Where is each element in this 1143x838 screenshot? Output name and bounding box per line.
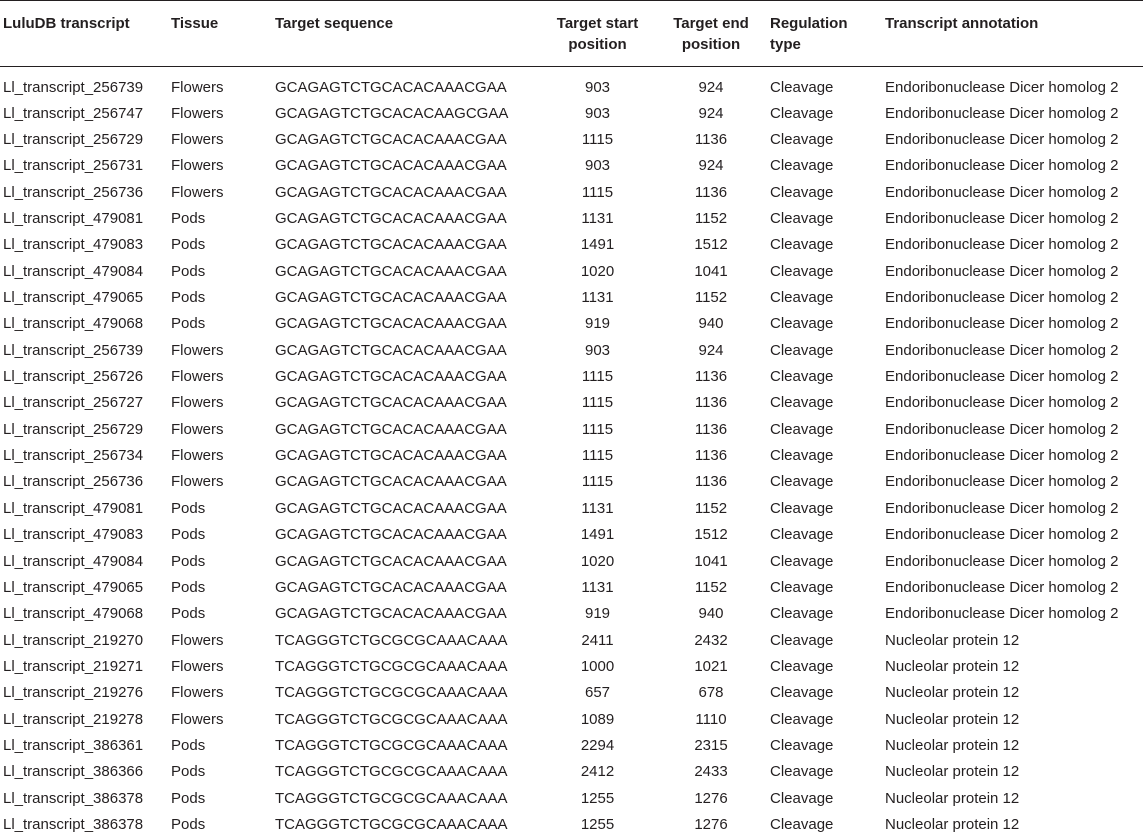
cell-transcript: Ll_transcript_386361 (3, 736, 144, 754)
cell-regulation-type: Cleavage (770, 552, 834, 570)
cell-tissue: Pods (171, 552, 206, 570)
cell-annotation: Nucleolar protein 12 (885, 736, 1020, 754)
cell-start-position: 1131 (581, 578, 614, 596)
cell-transcript: Ll_transcript_256729 (3, 131, 144, 149)
cell-transcript: Ll_transcript_386366 (3, 763, 144, 781)
cell-regulation-type: Cleavage (770, 210, 834, 228)
cell-sequence: GCAGAGTCTGCACACAAACGAA (275, 552, 507, 570)
table-row (0, 153, 1143, 179)
cell-transcript: Ll_transcript_219276 (3, 684, 144, 702)
cell-sequence: GCAGAGTCTGCACACAAACGAA (275, 183, 507, 201)
table-row (0, 733, 1143, 759)
cell-annotation: Nucleolar protein 12 (885, 710, 1020, 728)
cell-start-position: 1115 (581, 420, 614, 438)
cell-tissue: Flowers (171, 420, 224, 438)
cell-sequence: TCAGGGTCTGCGCGCAAACAAA (275, 710, 508, 728)
cell-start-position: 1115 (581, 131, 614, 149)
cell-end-position: 940 (698, 315, 724, 333)
cell-transcript: Ll_transcript_219278 (3, 710, 144, 728)
cell-regulation-type: Cleavage (770, 79, 834, 97)
cell-annotation: Endoribonuclease Dicer homolog 2 (885, 157, 1119, 175)
cell-start-position: 1020 (580, 552, 615, 570)
table-row (0, 601, 1143, 627)
cell-sequence: TCAGGGTCTGCGCGCAAACAAA (275, 736, 508, 754)
cell-regulation-type: Cleavage (770, 473, 834, 491)
table-row (0, 259, 1143, 285)
cell-transcript: Ll_transcript_479083 (3, 526, 144, 544)
cell-annotation: Endoribonuclease Dicer homolog 2 (885, 605, 1119, 623)
cell-end-position: 1276 (694, 789, 728, 807)
cell-regulation-type: Cleavage (770, 710, 834, 728)
cell-start-position: 1115 (581, 368, 614, 386)
cell-end-position: 1136 (694, 394, 728, 412)
cell-start-position: 1131 (581, 499, 614, 517)
cell-annotation: Endoribonuclease Dicer homolog 2 (885, 499, 1119, 517)
cell-end-position: 924 (698, 104, 724, 122)
cell-sequence: GCAGAGTCTGCACACAAACGAA (275, 236, 507, 254)
table-row (0, 759, 1143, 785)
cell-start-position: 2294 (580, 736, 615, 754)
cell-transcript: Ll_transcript_256739 (3, 79, 144, 97)
table-row (0, 496, 1143, 522)
cell-end-position: 1512 (694, 236, 728, 254)
cell-start-position: 1115 (581, 447, 614, 465)
cell-end-position: 1152 (694, 499, 728, 517)
cell-sequence: GCAGAGTCTGCACACAAACGAA (275, 420, 507, 438)
table-row (0, 127, 1143, 153)
cell-regulation-type: Cleavage (770, 341, 834, 359)
cell-end-position: 2433 (694, 763, 728, 781)
table-row (0, 390, 1143, 416)
cell-annotation: Endoribonuclease Dicer homolog 2 (885, 473, 1119, 491)
cell-tissue: Flowers (171, 368, 224, 386)
cell-tissue: Pods (171, 499, 206, 517)
cell-sequence: GCAGAGTCTGCACACAAACGAA (275, 210, 507, 228)
cell-regulation-type: Cleavage (770, 578, 834, 596)
cell-annotation: Endoribonuclease Dicer homolog 2 (885, 210, 1119, 228)
cell-start-position: 903 (584, 104, 611, 122)
cell-tissue: Pods (171, 605, 206, 623)
table-row (0, 417, 1143, 443)
cell-regulation-type: Cleavage (770, 815, 834, 833)
cell-transcript: Ll_transcript_479068 (3, 605, 144, 623)
cell-tissue: Flowers (171, 104, 224, 122)
cell-regulation-type: Cleavage (770, 157, 834, 175)
cell-transcript: Ll_transcript_479065 (3, 289, 144, 307)
cell-tissue: Flowers (171, 684, 224, 702)
table-row (0, 311, 1143, 337)
cell-start-position: 657 (584, 684, 611, 702)
cell-tissue: Pods (171, 236, 206, 254)
cell-annotation: Nucleolar protein 12 (885, 684, 1020, 702)
header-sequence: Target sequence (275, 15, 394, 32)
cell-end-position: 1136 (694, 420, 728, 438)
cell-start-position: 919 (584, 315, 611, 333)
cell-annotation: Nucleolar protein 12 (885, 657, 1020, 675)
table-row (0, 706, 1143, 732)
cell-tissue: Flowers (171, 657, 224, 675)
table-row (0, 575, 1143, 601)
cell-end-position: 2315 (694, 736, 728, 754)
cell-end-position: 1276 (694, 815, 728, 833)
cell-transcript: Ll_transcript_256729 (3, 420, 144, 438)
cell-tissue: Pods (171, 210, 206, 228)
table-row (0, 548, 1143, 574)
table-row (0, 180, 1143, 206)
cell-tissue: Flowers (171, 341, 224, 359)
cell-regulation-type: Cleavage (770, 736, 834, 754)
table-row (0, 101, 1143, 127)
cell-annotation: Endoribonuclease Dicer homolog 2 (885, 131, 1119, 149)
cell-start-position: 1491 (580, 236, 615, 254)
cell-annotation: Endoribonuclease Dicer homolog 2 (885, 341, 1119, 359)
cell-sequence: TCAGGGTCTGCGCGCAAACAAA (275, 657, 508, 675)
cell-regulation-type: Cleavage (770, 394, 834, 412)
cell-start-position: 1115 (581, 473, 614, 491)
cell-sequence: TCAGGGTCTGCGCGCAAACAAA (275, 631, 508, 649)
cell-start-position: 903 (584, 79, 611, 97)
table-row (0, 785, 1143, 811)
cell-end-position: 1110 (695, 710, 727, 728)
cell-tissue: Flowers (171, 157, 224, 175)
cell-annotation: Endoribonuclease Dicer homolog 2 (885, 578, 1119, 596)
cell-start-position: 1115 (581, 394, 614, 412)
cell-tissue: Flowers (171, 394, 224, 412)
cell-start-position: 903 (584, 157, 611, 175)
cell-transcript: Ll_transcript_256736 (3, 183, 144, 201)
cell-start-position: 1255 (580, 815, 615, 833)
cell-end-position: 924 (698, 341, 724, 359)
cell-tissue: Flowers (171, 447, 224, 465)
cell-sequence: GCAGAGTCTGCACACAAACGAA (275, 447, 507, 465)
cell-regulation-type: Cleavage (770, 315, 834, 333)
cell-end-position: 924 (698, 79, 724, 97)
cell-transcript: Ll_transcript_386378 (3, 789, 144, 807)
table-row (0, 364, 1143, 390)
cell-sequence: GCAGAGTCTGCACACAAACGAA (275, 499, 507, 517)
cell-start-position: 2412 (580, 763, 615, 781)
cell-end-position: 1136 (694, 131, 728, 149)
cell-tissue: Flowers (171, 131, 224, 149)
cell-sequence: GCAGAGTCTGCACACAAACGAA (275, 394, 507, 412)
cell-regulation-type: Cleavage (770, 236, 834, 254)
cell-regulation-type: Cleavage (770, 420, 834, 438)
cell-annotation: Endoribonuclease Dicer homolog 2 (885, 420, 1119, 438)
cell-tissue: Pods (171, 815, 206, 833)
cell-tissue: Flowers (171, 79, 224, 97)
cell-end-position: 1041 (694, 262, 728, 280)
cell-annotation: Endoribonuclease Dicer homolog 2 (885, 447, 1119, 465)
cell-end-position: 1152 (694, 289, 728, 307)
cell-end-position: 678 (698, 684, 724, 702)
cell-annotation: Endoribonuclease Dicer homolog 2 (885, 552, 1119, 570)
cell-tissue: Flowers (171, 710, 224, 728)
header-tissue: Tissue (171, 15, 219, 32)
cell-tissue: Pods (171, 289, 206, 307)
cell-annotation: Endoribonuclease Dicer homolog 2 (885, 79, 1119, 97)
cell-annotation: Endoribonuclease Dicer homolog 2 (885, 315, 1119, 333)
cell-annotation: Endoribonuclease Dicer homolog 2 (885, 394, 1119, 412)
cell-end-position: 924 (698, 157, 724, 175)
cell-transcript: Ll_transcript_256736 (3, 473, 144, 491)
table-row (0, 627, 1143, 653)
cell-sequence: TCAGGGTCTGCGCGCAAACAAA (275, 684, 508, 702)
cell-start-position: 1131 (581, 210, 614, 228)
table-header (0, 1, 1143, 67)
cell-start-position: 1000 (580, 657, 615, 675)
cell-tissue: Pods (171, 578, 206, 596)
table-row (0, 206, 1143, 232)
table-body (0, 67, 1143, 838)
cell-regulation-type: Cleavage (770, 447, 834, 465)
cell-annotation: Endoribonuclease Dicer homolog 2 (885, 526, 1119, 544)
cell-end-position: 1152 (694, 578, 728, 596)
cell-regulation-type: Cleavage (770, 631, 834, 649)
cell-tissue: Flowers (171, 183, 224, 201)
cell-transcript: Ll_transcript_479081 (3, 210, 144, 228)
cell-sequence: GCAGAGTCTGCACACAAACGAA (275, 262, 507, 280)
cell-end-position: 940 (698, 605, 724, 623)
table-row (0, 812, 1143, 838)
cell-annotation: Nucleolar protein 12 (885, 763, 1020, 781)
cell-transcript: Ll_transcript_256727 (3, 394, 144, 412)
cell-sequence: GCAGAGTCTGCACACAAACGAA (275, 131, 507, 149)
cell-end-position: 1136 (694, 473, 728, 491)
cell-end-position: 1136 (694, 447, 728, 465)
cell-regulation-type: Cleavage (770, 789, 834, 807)
cell-annotation: Endoribonuclease Dicer homolog 2 (885, 368, 1119, 386)
table-row (0, 469, 1143, 495)
cell-start-position: 1131 (581, 289, 614, 307)
cell-start-position: 919 (584, 605, 611, 623)
cell-tissue: Flowers (171, 631, 224, 649)
cell-start-position: 1115 (581, 183, 614, 201)
cell-start-position: 1255 (580, 789, 615, 807)
cell-start-position: 1089 (580, 710, 615, 728)
header-annotation: Transcript annotation (885, 15, 1039, 32)
table-row (0, 654, 1143, 680)
header-regulation-type: Regulation type (770, 15, 848, 53)
cell-start-position: 1491 (580, 526, 615, 544)
cell-transcript: Ll_transcript_479084 (3, 552, 144, 570)
cell-annotation: Endoribonuclease Dicer homolog 2 (885, 183, 1119, 201)
cell-end-position: 1136 (694, 183, 728, 201)
cell-annotation: Endoribonuclease Dicer homolog 2 (885, 236, 1119, 254)
cell-annotation: Endoribonuclease Dicer homolog 2 (885, 262, 1119, 280)
cell-regulation-type: Cleavage (770, 289, 834, 307)
cell-start-position: 1020 (580, 262, 615, 280)
cell-sequence: GCAGAGTCTGCACACAAACGAA (275, 526, 507, 544)
cell-annotation: Nucleolar protein 12 (885, 631, 1020, 649)
cell-regulation-type: Cleavage (770, 684, 834, 702)
cell-sequence: GCAGAGTCTGCACACAAACGAA (275, 289, 507, 307)
cell-annotation: Endoribonuclease Dicer homolog 2 (885, 104, 1119, 122)
cell-annotation: Nucleolar protein 12 (885, 815, 1020, 833)
cell-sequence: GCAGAGTCTGCACACAAACGAA (275, 473, 507, 491)
cell-sequence: GCAGAGTCTGCACACAAACGAA (275, 79, 507, 97)
header-end-position: Target end position (673, 15, 749, 53)
cell-sequence: GCAGAGTCTGCACACAAACGAA (275, 578, 507, 596)
cell-end-position: 2432 (694, 631, 728, 649)
cell-regulation-type: Cleavage (770, 104, 834, 122)
cell-tissue: Pods (171, 526, 206, 544)
cell-start-position: 903 (584, 341, 611, 359)
cell-annotation: Nucleolar protein 12 (885, 789, 1020, 807)
cell-tissue: Pods (171, 315, 206, 333)
table-row (0, 232, 1143, 258)
table-row (0, 285, 1143, 311)
cell-regulation-type: Cleavage (770, 526, 834, 544)
cell-tissue: Pods (171, 763, 206, 781)
cell-sequence: GCAGAGTCTGCACACAAACGAA (275, 315, 507, 333)
cell-transcript: Ll_transcript_479068 (3, 315, 144, 333)
cell-regulation-type: Cleavage (770, 262, 834, 280)
cell-end-position: 1041 (694, 552, 728, 570)
cell-transcript: Ll_transcript_479084 (3, 262, 144, 280)
cell-regulation-type: Cleavage (770, 605, 834, 623)
table-row (0, 522, 1143, 548)
cell-sequence: TCAGGGTCTGCGCGCAAACAAA (275, 789, 508, 807)
cell-regulation-type: Cleavage (770, 657, 834, 675)
cell-transcript: Ll_transcript_256726 (3, 368, 144, 386)
cell-transcript: Ll_transcript_479065 (3, 578, 144, 596)
cell-end-position: 1021 (694, 657, 728, 675)
header-transcript: LuluDB transcript (3, 15, 130, 32)
cell-transcript: Ll_transcript_219270 (3, 631, 144, 649)
cell-transcript: Ll_transcript_256747 (3, 104, 144, 122)
cell-sequence: GCAGAGTCTGCACACAAACGAA (275, 368, 507, 386)
table-row (0, 338, 1143, 364)
cell-sequence: GCAGAGTCTGCACACAAACGAA (275, 605, 507, 623)
cell-regulation-type: Cleavage (770, 763, 834, 781)
table-row (0, 67, 1143, 101)
table-row (0, 443, 1143, 469)
cell-regulation-type: Cleavage (770, 499, 834, 517)
cell-tissue: Pods (171, 736, 206, 754)
cell-transcript: Ll_transcript_386378 (3, 815, 144, 833)
cell-end-position: 1136 (694, 368, 728, 386)
cell-transcript: Ll_transcript_256731 (3, 157, 144, 175)
cell-end-position: 1152 (694, 210, 728, 228)
table-row (0, 680, 1143, 706)
cell-sequence: TCAGGGTCTGCGCGCAAACAAA (275, 763, 508, 781)
cell-regulation-type: Cleavage (770, 368, 834, 386)
cell-tissue: Pods (171, 789, 206, 807)
cell-sequence: GCAGAGTCTGCACACAAACGAA (275, 341, 507, 359)
cell-transcript: Ll_transcript_479083 (3, 236, 144, 254)
header-row (0, 1, 1143, 67)
cell-regulation-type: Cleavage (770, 183, 834, 201)
cell-sequence: GCAGAGTCTGCACACAAGCGAA (275, 104, 509, 122)
cell-sequence: GCAGAGTCTGCACACAAACGAA (275, 157, 507, 175)
cell-start-position: 2411 (581, 631, 614, 649)
cell-transcript: Ll_transcript_256739 (3, 341, 144, 359)
cell-annotation: Endoribonuclease Dicer homolog 2 (885, 289, 1119, 307)
header-start-position: Target start position (556, 15, 639, 53)
cell-end-position: 1512 (694, 526, 728, 544)
cell-transcript: Ll_transcript_479081 (3, 499, 144, 517)
cell-transcript: Ll_transcript_219271 (3, 657, 144, 675)
cell-sequence: TCAGGGTCTGCGCGCAAACAAA (275, 815, 508, 833)
cell-transcript: Ll_transcript_256734 (3, 447, 144, 465)
cell-tissue: Pods (171, 262, 206, 280)
cell-regulation-type: Cleavage (770, 131, 834, 149)
cell-tissue: Flowers (171, 473, 224, 491)
